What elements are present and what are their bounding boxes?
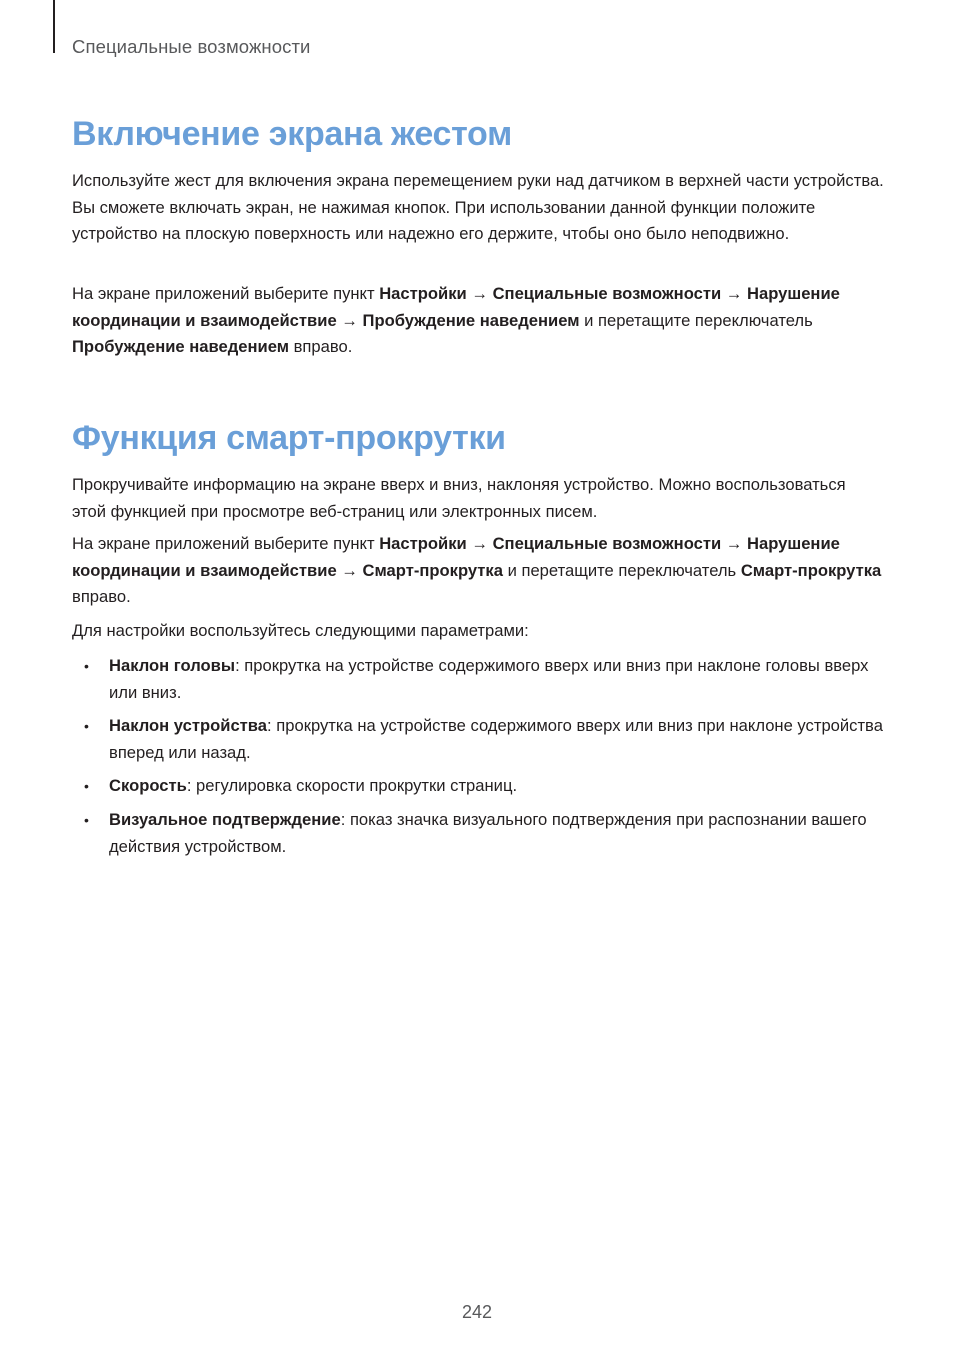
options-intro: Для настройки воспользуйтесь следующими параметрами: — [72, 621, 529, 640]
instruction-middle: и перетащите переключатель — [579, 310, 813, 330]
menu-path-settings: Настройки — [379, 534, 467, 553]
option-description: : показ значка визуального подтверждения при распознании вашего действия устройством. — [109, 809, 867, 856]
toggle-name: Смарт-прокрутка — [740, 560, 882, 580]
section-1-instructions — [72, 281, 884, 361]
margin-rule — [53, 0, 55, 53]
arrow-separator: → — [721, 284, 747, 303]
menu-path-smart-scroll: Смарт-прокрутка — [362, 560, 503, 580]
arrow-separator: → — [466, 284, 493, 303]
bullet-icon: • — [84, 718, 89, 735]
option-term: Наклон головы — [109, 656, 236, 675]
instruction-outro: вправо. — [288, 337, 353, 357]
menu-path-accessibility: Специальные возможности — [492, 284, 722, 303]
toggle-name: Пробуждение наведением — [72, 337, 289, 357]
section-title-gesture-wake: Включение экрана жестом — [72, 115, 512, 153]
instruction-middle: и перетащите переключатель — [502, 560, 741, 580]
menu-path-accessibility: Специальные возможности — [492, 534, 722, 553]
option-description: : прокрутка на устройстве содержимого вверх или вниз при наклоне устройства вперед или назад. — [109, 716, 883, 762]
instruction-outro: вправо. — [72, 587, 131, 607]
arrow-separator: → — [336, 560, 363, 580]
page-number: 242 — [461, 1302, 493, 1322]
arrow-separator: → — [721, 534, 747, 553]
section-1-paragraph-1: Используйте жест для включения экрана перемещением руки над датчиком в верхней части устройства. Вы сможете включать экран, не нажимая кнопок. При использовании данной функции положите устройство на плоскую поверхность или надежно его держите, чтобы оно было неподвижно. — [72, 171, 884, 244]
section-title-smart-scroll: Функция смарт-прокрутки — [72, 419, 506, 457]
section-2-instructions — [72, 531, 884, 611]
option-term: Наклон устройства — [109, 716, 268, 736]
menu-path-settings: Настройки — [379, 284, 467, 303]
option-term: Скорость — [109, 776, 187, 796]
option-term: Визуальное подтверждение — [109, 809, 341, 829]
arrow-separator: → — [466, 534, 493, 553]
options-list — [72, 653, 884, 867]
option-description: : регулировка скорости прокрутки страниц. — [186, 776, 518, 796]
instruction-intro: На экране приложений выберите пункт — [72, 534, 380, 553]
list-item — [72, 807, 884, 860]
option-description: : прокрутка на устройстве содержимого вверх или вниз при наклоне головы вверх или вниз. — [109, 656, 869, 702]
section-2-paragraph-1: Прокручивайте информацию на экране вверх и вниз, наклоняя устройство. Можно воспользоваться этой функцией при просмотре веб-страниц или электронных писем. — [72, 475, 846, 521]
menu-path-dexterity: Нарушение координации и взаимодействие — [72, 534, 840, 580]
menu-path-dexterity: Нарушение координации и взаимодействие — [72, 284, 840, 330]
list-item — [72, 713, 884, 766]
running-header: Специальные возможности — [72, 36, 311, 57]
menu-path-air-wake: Пробуждение наведением — [362, 310, 580, 330]
bullet-icon: • — [84, 778, 89, 795]
arrow-separator: → — [336, 310, 363, 330]
bullet-icon: • — [84, 811, 89, 828]
instruction-intro: На экране приложений выберите пункт — [72, 284, 380, 303]
list-item — [72, 653, 884, 706]
bullet-icon: • — [84, 658, 89, 674]
list-item — [72, 773, 884, 800]
